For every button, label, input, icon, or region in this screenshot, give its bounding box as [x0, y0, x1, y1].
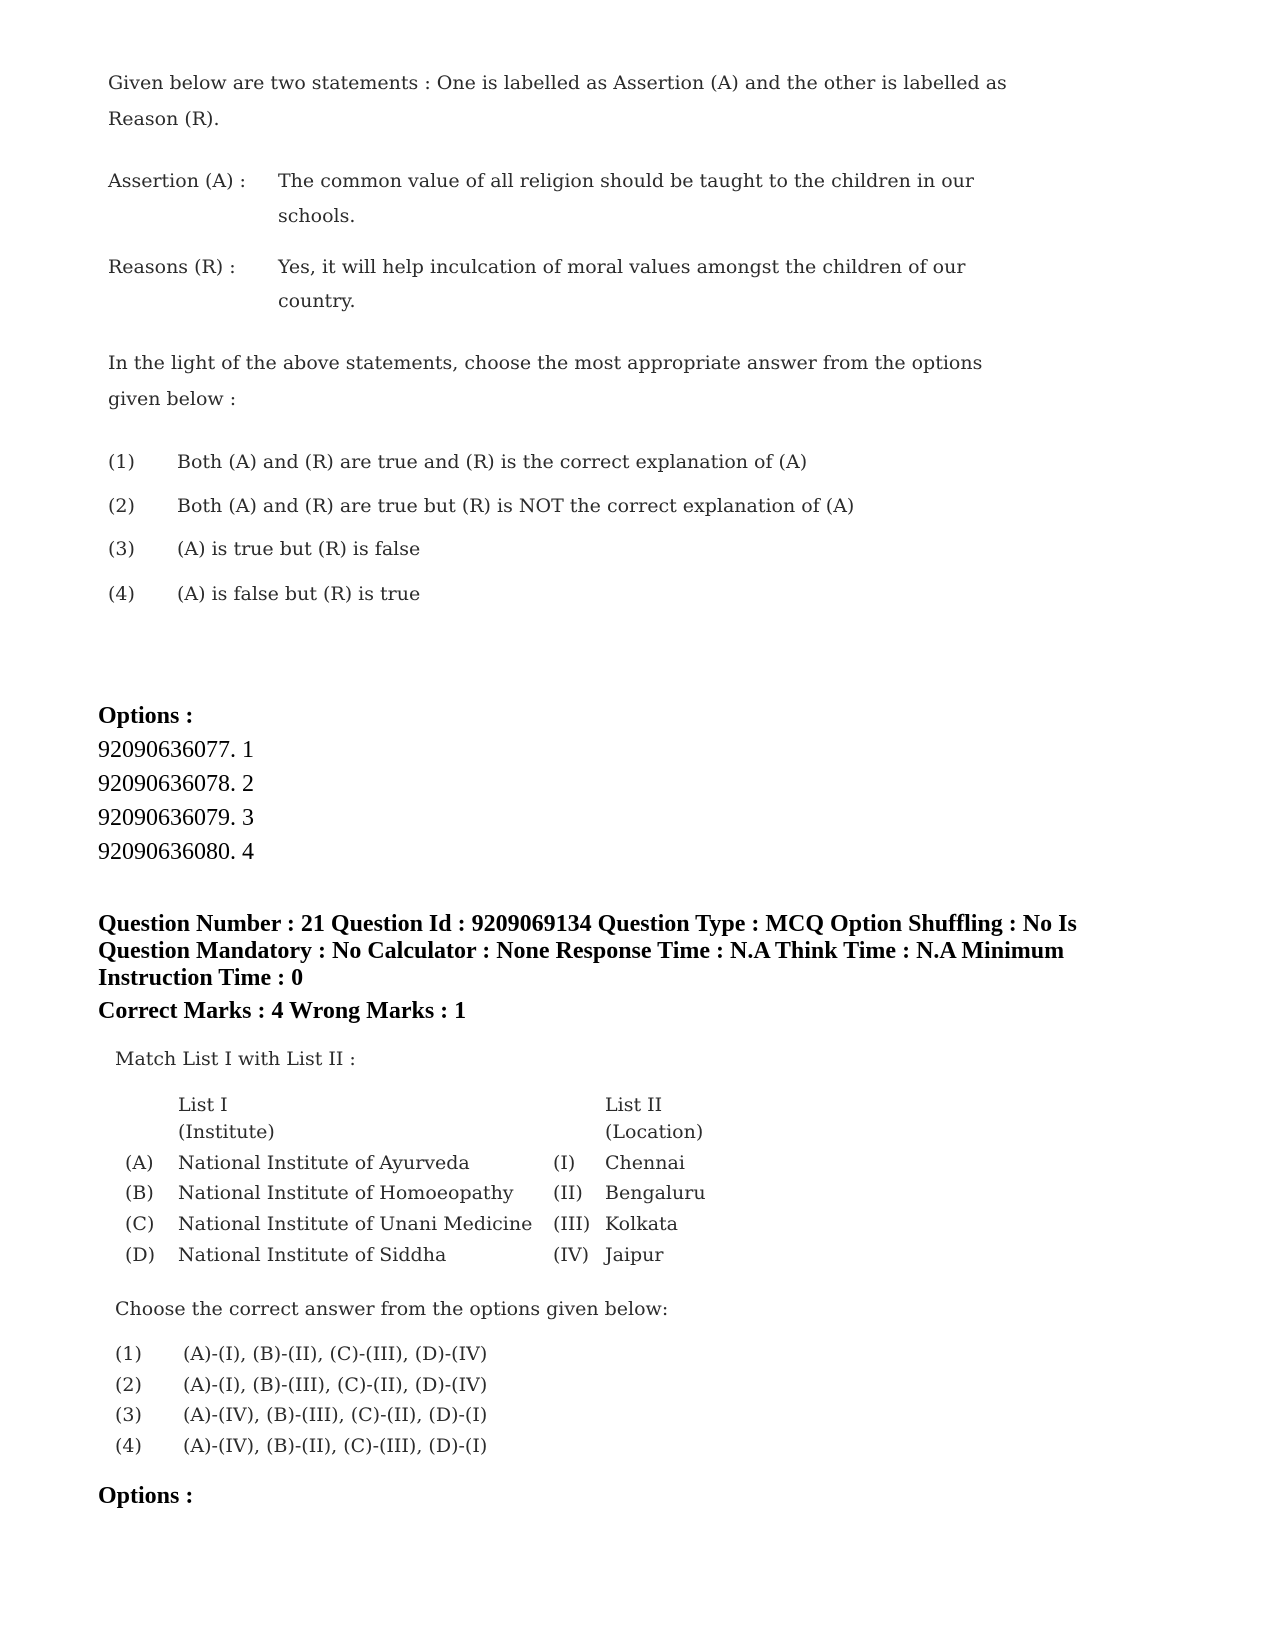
q21-row-institute: National Institute of Ayurveda: [178, 1152, 470, 1174]
q21-marks: Correct Marks : 4 Wrong Marks : 1: [98, 998, 467, 1024]
q20-assertion-line1: The common value of all religion should be taught to the children in our: [278, 170, 974, 192]
q21-meta-line2: Question Mandatory : No Calculator : None Response Time : N.A Think Time : N.A Minimum: [98, 938, 1065, 964]
q21-list1-header: List I: [178, 1094, 228, 1116]
q20-assertion-line2: schools.: [278, 205, 356, 227]
q21-row-institute: National Institute of Unani Medicine: [178, 1213, 533, 1235]
q20-option[interactable]: 92090636078. 2: [98, 771, 254, 797]
q21-row-l1: (C): [125, 1213, 155, 1235]
q20-choice-num: (1): [108, 451, 135, 473]
q20-choice-text: Both (A) and (R) are true but (R) is NOT the correct explanation of (A): [177, 495, 855, 517]
q21-row-l1: (B): [125, 1182, 154, 1204]
q21-row-l2: (I): [553, 1152, 576, 1174]
q21-choice-text: (A)-(I), (B)-(III), (C)-(II), (D)-(IV): [183, 1374, 488, 1396]
q20-choice-text: Both (A) and (R) are true and (R) is the correct explanation of (A): [177, 451, 808, 473]
q21-row-l2: (IV): [553, 1244, 590, 1266]
q20-option[interactable]: 92090636077. 1: [98, 737, 254, 763]
q21-row-l1: (A): [125, 1152, 154, 1174]
q20-reason-label: Reasons (R) :: [108, 256, 236, 278]
q20-intro-line1: Given below are two statements : One is labelled as Assertion (A) and the other is labelled as: [108, 72, 1007, 94]
q21-row-l2: (II): [553, 1182, 583, 1204]
q21-row-location: Chennai: [605, 1152, 685, 1174]
q21-match-title: Match List I with List II :: [115, 1048, 356, 1070]
q21-row-location: Jaipur: [605, 1244, 664, 1266]
q21-choice-num: (4): [115, 1435, 142, 1457]
q21-row-institute: National Institute of Siddha: [178, 1244, 447, 1266]
q21-meta-line3: Instruction Time : 0: [98, 965, 304, 991]
q21-row-location: Bengaluru: [605, 1182, 706, 1204]
q21-row-institute: National Institute of Homoeopathy: [178, 1182, 514, 1204]
q20-options-heading: Options :: [98, 703, 194, 729]
q21-meta-line1: Question Number : 21 Question Id : 9209069134 Question Type : MCQ Option Shuffling : No Is: [98, 911, 1077, 937]
q20-choice-num: (2): [108, 495, 135, 517]
q21-choice-text: (A)-(I), (B)-(II), (C)-(III), (D)-(IV): [183, 1343, 488, 1365]
q21-options-heading: Options :: [98, 1483, 194, 1509]
q21-choice-num: (2): [115, 1374, 142, 1396]
q21-choice-text: (A)-(IV), (B)-(III), (C)-(II), (D)-(I): [183, 1404, 488, 1426]
q21-row-l2: (III): [553, 1213, 591, 1235]
q21-list1-sub: (Institute): [178, 1121, 275, 1143]
q20-intro-line2: Reason (R).: [108, 108, 220, 130]
q20-choice-num: (3): [108, 538, 135, 560]
q21-choice-text: (A)-(IV), (B)-(II), (C)-(III), (D)-(I): [183, 1435, 488, 1457]
q21-choice-num: (1): [115, 1343, 142, 1365]
q20-choice-text: (A) is false but (R) is true: [177, 583, 421, 605]
q20-prompt-line2: given below :: [108, 388, 237, 410]
q20-option[interactable]: 92090636080. 4: [98, 839, 254, 865]
q20-assertion-label: Assertion (A) :: [108, 170, 246, 192]
q20-reason-line2: country.: [278, 290, 356, 312]
q21-choose-prompt: Choose the correct answer from the options given below:: [115, 1298, 669, 1320]
q20-prompt-line1: In the light of the above statements, choose the most appropriate answer from the options: [108, 352, 983, 374]
q20-choice-num: (4): [108, 583, 135, 605]
q21-row-location: Kolkata: [605, 1213, 679, 1235]
q20-reason-line1: Yes, it will help inculcation of moral values amongst the children of our: [278, 256, 966, 278]
q21-list2-sub: (Location): [605, 1121, 704, 1143]
q21-row-l1: (D): [125, 1244, 156, 1266]
q20-choice-text: (A) is true but (R) is false: [177, 538, 421, 560]
q21-choice-num: (3): [115, 1404, 142, 1426]
q20-option[interactable]: 92090636079. 3: [98, 805, 254, 831]
q21-list2-header: List II: [605, 1094, 663, 1116]
